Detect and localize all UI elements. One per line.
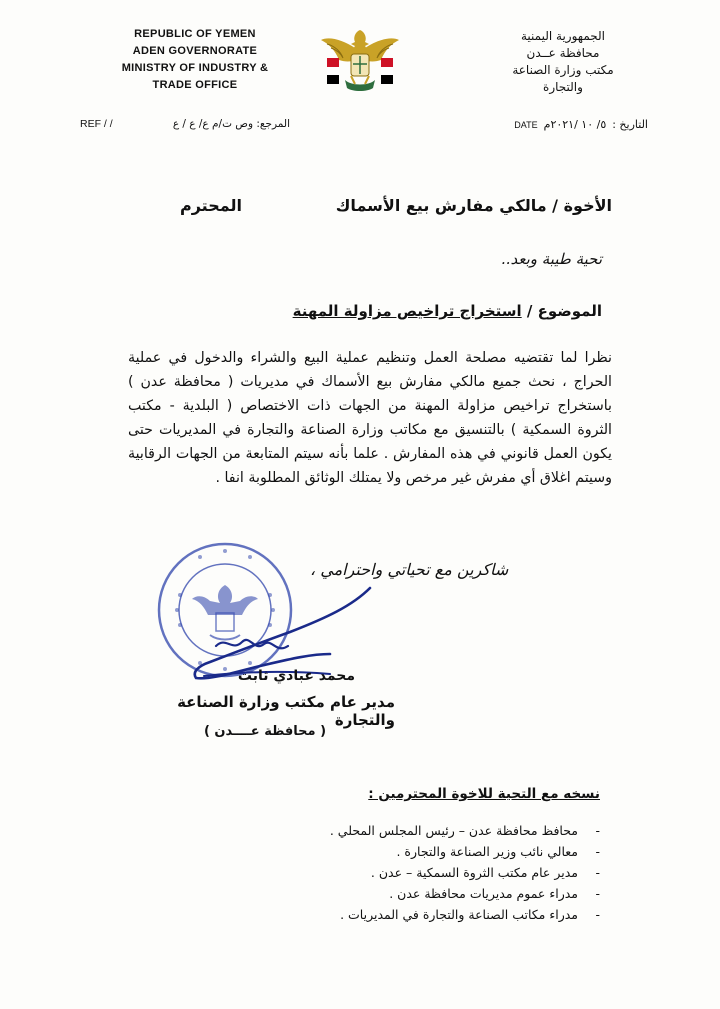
letterhead-en-line: ADEN GOVERNORATE: [132, 45, 258, 57]
copies-heading: نسخه مع التحية للاخوة المحترمين :: [368, 786, 600, 802]
copies-list: [300, 820, 600, 925]
subject-text: استخراج تراخيص مزاولة المهنة: [292, 302, 522, 320]
signatory-title: مدير عام مكتب وزارة الصناعة والتجارة: [177, 693, 395, 729]
english-letterhead: [100, 26, 290, 94]
reference-en-label: REF / /: [80, 118, 113, 130]
body-paragraph: نظرا لما تقتضيه مصلحة العمل وتنظيم عملية البيع والشراء والدخول في عملية الحراج ، نحث جميع مالكي مفارش بيع الأسماك في مديريات ( محافظة عدن ) باستخراج تراخيص مزاولة المهنة من الجهات ذات الاختصاص ( البلدية - مكتب الثروة السمكية ) بالتنسيق مع مكاتب وزارة الصناعة والتجارة في المديريات حتى يكون العمل قانوني في هذه المفارش . علما بأنه سيتم المتابعة من الجهات الرقابية وسيتم اغلاق أي مفرش غير مرخص ولا يمتلك الوثائق المطلوبة انفا .: [128, 350, 612, 486]
arabic-letterhead: [478, 28, 648, 96]
subject-line: [293, 302, 602, 320]
list-item: - مدير عام مكتب الثروة السمكية – عدن .: [300, 862, 600, 883]
greeting: تحية طيبة وبعد..: [500, 250, 602, 268]
date-en-label: DATE: [514, 120, 538, 130]
signatory-office: ( محافظة عــــدن ): [203, 724, 327, 739]
list-item: - معالي نائب وزير الصناعة والتجارة .: [300, 841, 600, 862]
letterhead-en-line: REPUBLIC OF YEMEN: [134, 28, 256, 40]
list-item: - مدراء عموم مديريات محافظة عدن .: [300, 883, 600, 904]
recipient-honorific: المحترم: [180, 196, 242, 215]
letterhead-ar-line: مكتب وزارة الصناعة: [512, 63, 614, 77]
letterhead-ar-line: الجمهورية اليمنية: [520, 29, 605, 43]
date-value: ٥/ ١٠ /٢٠٢١م: [543, 118, 607, 131]
letterhead-en-line: TRADE OFFICE: [152, 79, 238, 91]
reference-line: [80, 118, 290, 130]
letterhead-ar-line: محافظة عــدن: [526, 46, 600, 60]
letterhead-en-line: MINISTRY OF INDUSTRY &: [121, 62, 269, 74]
recipient-name: الأخوة / مالكي مفارش بيع الأسماك: [335, 196, 612, 215]
date-ar-label: التاريخ :: [612, 118, 648, 131]
list-item: - مدراء مكاتب الصناعة والتجارة في المديريات .: [300, 904, 600, 925]
closing-line: شاكرين مع تحياتي واحترامي ،: [310, 560, 509, 579]
letterhead-ar-line: والتجارة: [543, 80, 583, 94]
date-line: [428, 118, 648, 131]
list-item: - محافظ محافظة عدن – رئيس المجلس المحلي .: [300, 820, 600, 841]
reference-ar-label: المرجع: وص ت/م ع/ ع / ع: [172, 118, 290, 130]
signatory-name: محمد عبادي ثابت: [237, 668, 355, 684]
yemen-eagle-emblem-icon: [315, 18, 405, 108]
recipient-line: [180, 196, 612, 215]
subject-label: الموضوع /: [526, 302, 602, 320]
